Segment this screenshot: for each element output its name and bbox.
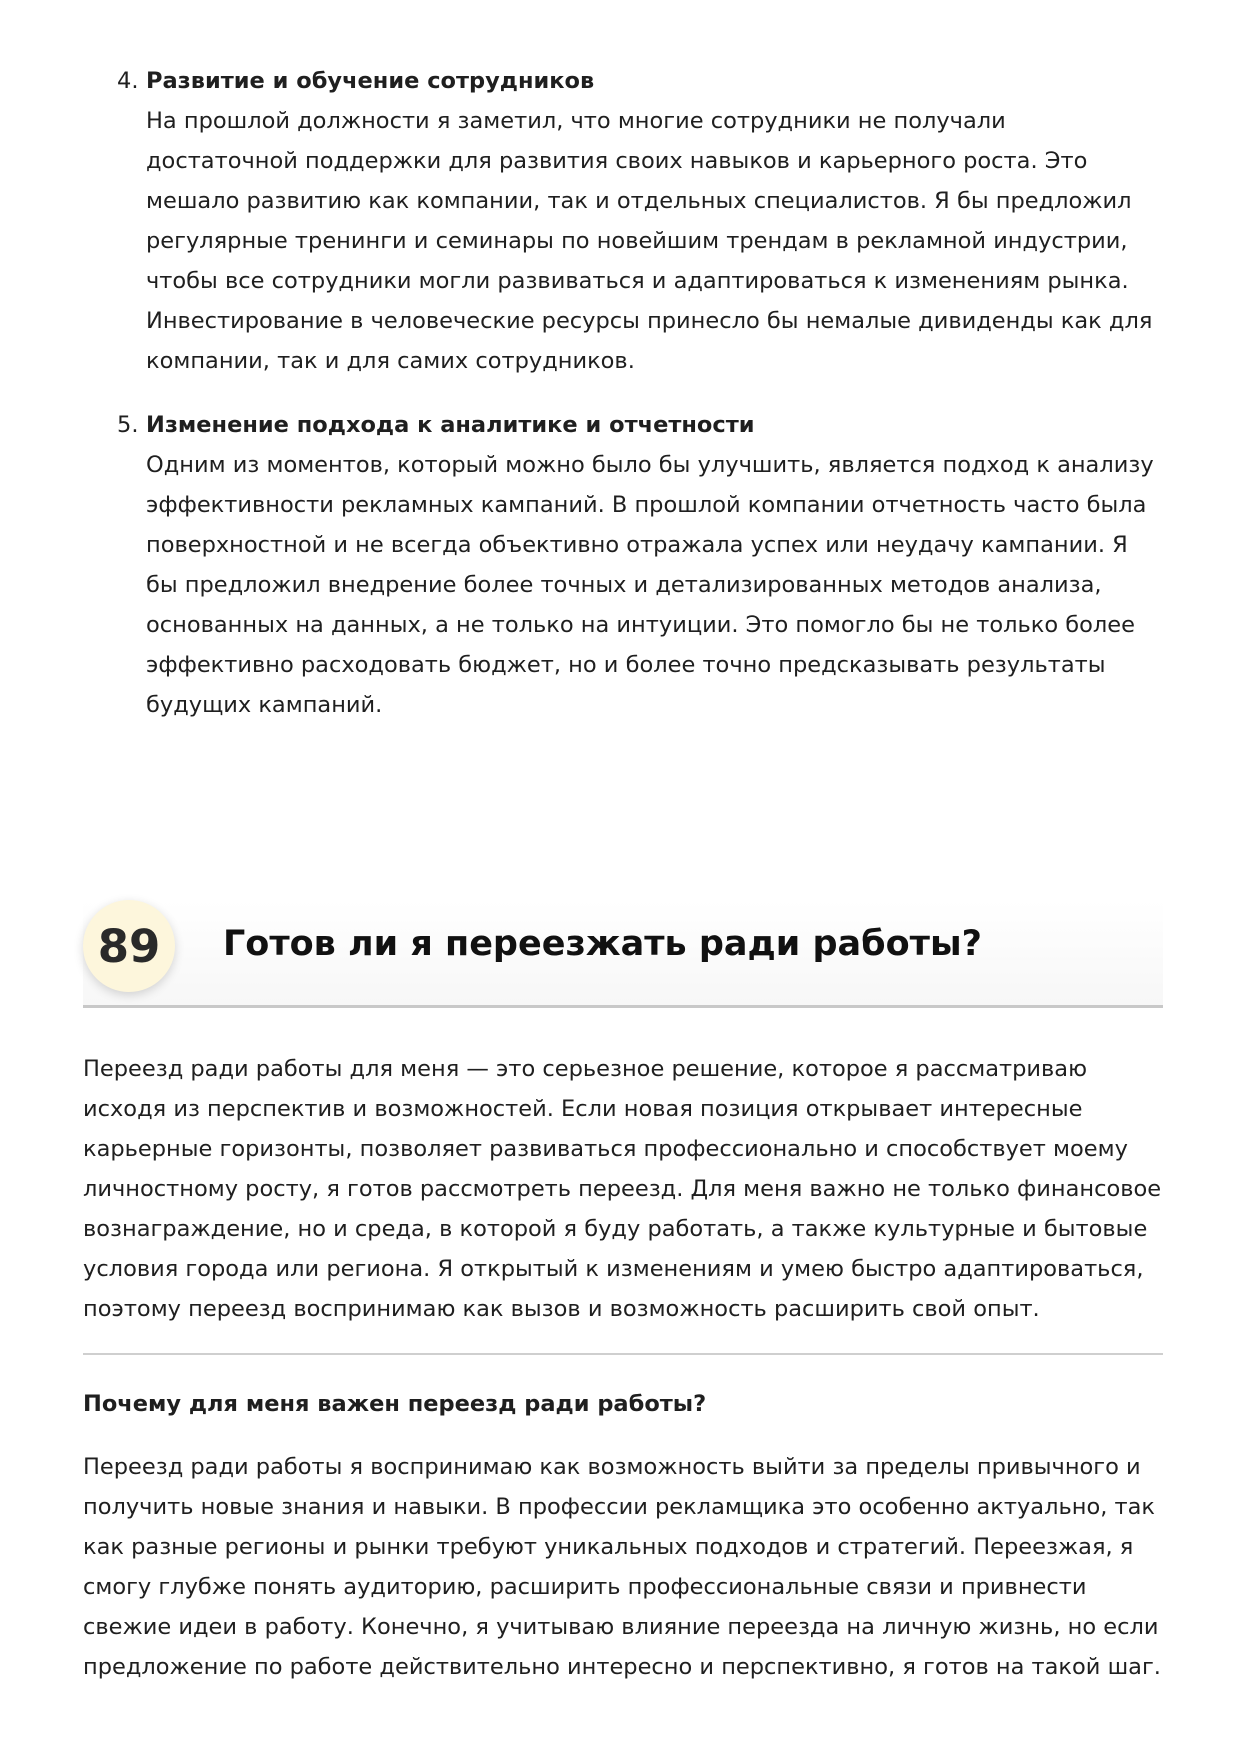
list-item [83, 61, 1163, 381]
list-item-number: 4. [117, 68, 139, 94]
section-body-paragraph: Переезд ради работы я воспринимаю как возможность выйти за пределы привычного и получить новые знания и навыки. В профессии рекламщика это особенно актуально, так как разные регионы и рынки требуют уникальных подходов и стратегий. Переезжая, я смогу глубже понять аудиторию, расширить профессиональные связи и привнести свежие идеи в работу. Конечно, я учитываю влияние переезда на личную жизнь, но если предложение по работе действительно интересно и перспективно, я готов на такой шаг. [83, 1454, 1161, 1680]
list-item-number: 5. [117, 412, 139, 438]
section-title: Готов ли я переезжать ради работы? [223, 924, 982, 964]
content-divider [83, 1353, 1163, 1355]
section-header [83, 900, 1163, 1010]
list-item-title: Развитие и обучение сотрудников [146, 68, 595, 94]
list-item-text: На прошлой должности я заметил, что многие сотрудники не получали достаточной поддержки для развития своих навыков и карьерного роста. Это мешало развитию как компании, так и отдельных специалистов. Я бы предложил регулярные тренинги и семинары по новейшим трендам в рекламной индустрии, чтобы все сотрудники могли развиваться и адаптироваться к изменениям рынка. Инвестирование в человеческие ресурсы принесло бы немалые дивиденды как для компании, так и для самих сотрудников. [146, 108, 1153, 374]
list-item-text: Одним из моментов, который можно было бы улучшить, является подход к анализу эффективности рекламных кампаний. В прошлой компании отчетность часто была поверхностной и не всегда объективно отражала успех или неудачу кампании. Я бы предложил внедрение более точных и детализированных методов анализа, основанных на данных, а не только на интуиции. Это помогло бы не только более эффективно расходовать бюджет, но и более точно предсказывать результаты будущих кампаний. [146, 452, 1154, 718]
section-divider [83, 1005, 1163, 1008]
section-number-badge: 89 [83, 900, 175, 992]
section-intro-paragraph: Переезд ради работы для меня — это серьезное решение, которое я рассматриваю исходя из перспектив и возможностей. Если новая позиция открывает интересные карьерные горизонты, позволяет развиваться профессионально и способствует моему личностному росту, я готов рассмотреть переезд. Для меня важно не только финансовое вознаграждение, но и среда, в которой я буду работать, а также культурные и бытовые условия города или региона. Я открытый к изменениям и умею быстро адаптироваться, поэтому переезд воспринимаю как вызов и возможность расширить свой опыт. [83, 1056, 1162, 1322]
subheading: Почему для меня важен переезд ради работы? [83, 1391, 707, 1417]
list-item [83, 405, 1163, 725]
list-item-title: Изменение подхода к аналитике и отчетности [146, 412, 755, 438]
numbered-list [83, 61, 1163, 725]
